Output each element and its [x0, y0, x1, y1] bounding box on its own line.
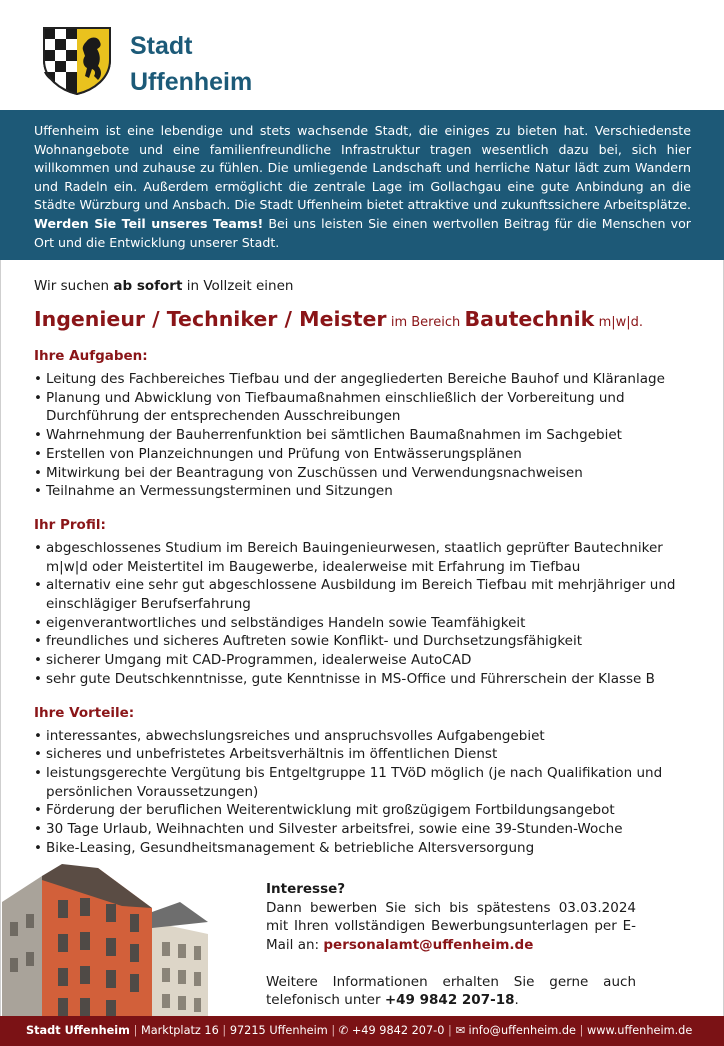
building-photo — [2, 862, 210, 1018]
lead-prefix: Wir suchen — [34, 278, 110, 294]
list-item: • 30 Tage Urlaub, Weihnachten und Silvester arbeitsfrei, sowie eine 39-Stunden-Woche — [34, 820, 694, 839]
list-item: • interessantes, abwechslungsreiches und anspruchsvolles Aufgabengebiet — [34, 727, 694, 746]
footer — [0, 1016, 724, 1046]
intro-text: Uffenheim ist eine lebendige und stets wachsende Stadt, die einiges zu bieten hat. Verschiedenste Wohnangebote und eine familienfreundliche Infrastruktur tragen wesentlich dazu bei, sich hier willkommen und zuhause zu fühlen. Die umliegende Landschaft und herrliche Natur lädt zum Wandern und Radeln ein. Außerdem ermöglicht die zentrale Lage im Gollachgau eine gute Anbindung an die Städte Würzburg und Ansbach. Die Stadt Uffenheim bietet attraktive und zukunftssichere Arbeitsplätze. — [34, 123, 691, 213]
list-item: • Wahrnehmung der Bauherrenfunktion bei sämtlichen Baumaßnahmen im Sachgebiet — [34, 426, 694, 445]
phone-icon: ✆ — [338, 1024, 349, 1037]
section-profil — [34, 515, 694, 689]
footer-phone[interactable]: +49 9842 207-0 — [351, 1024, 445, 1037]
info-text: Weitere Informationen erhalten Sie gerne auch telefonisch unter — [266, 973, 636, 1008]
phone-period: . — [514, 992, 519, 1008]
job-title-suffix: m|w|d. — [598, 315, 644, 330]
list-item: • Planung und Abwicklung von Tiefbaumaßnahmen einschließlich der Vorbereitung und Durchführung der entsprechenden Ausschreibungen — [34, 389, 694, 426]
list-item: • Erstellen von Planzeichnungen und Prüfung von Entwässerungsplänen — [34, 445, 694, 464]
city-name-line1: Stadt — [130, 32, 193, 60]
list-item: • sicherer Umgang mit CAD-Programmen, idealerweise AutoCAD — [34, 651, 694, 670]
list-item: • Leitung des Fachbereiches Tiefbau und der angegliederten Bereiche Bauhof und Kläranlage — [34, 370, 694, 389]
intro-bold: Werden Sie Teil unseres Teams! — [34, 215, 264, 231]
section-heading: Ihre Vorteile: — [34, 704, 135, 721]
envelope-icon: ✉ — [455, 1024, 465, 1037]
footer-address: Marktplatz 16 — [140, 1024, 219, 1037]
footer-divider: | — [448, 1024, 452, 1037]
job-title-mid: im Bereich — [390, 315, 461, 330]
list-item: • Teilnahme an Vermessungsterminen und Sitzungen — [34, 482, 694, 501]
apply-text: Dann bewerben Sie sich bis spätestens 03.03.2024 mit Ihren vollständigen Bewerbungsunterlagen per E-Mail an: — [266, 899, 636, 953]
job-title-main: Ingenieur / Techniker / Meister — [34, 307, 387, 331]
contact-heading: Interesse? — [266, 881, 346, 897]
lead-suffix: in Vollzeit einen — [186, 278, 294, 294]
contact-block — [266, 880, 636, 1010]
list-item: • Förderung der beruflichen Weiterentwicklung mit großzügigem Fortbildungsangebot — [34, 801, 694, 820]
list-item: • sehr gute Deutschkenntnisse, gute Kenntnisse in MS-Office und Führerschein der Klasse B — [34, 670, 694, 689]
footer-divider: | — [222, 1024, 227, 1037]
section-vorteile — [34, 703, 694, 858]
aufgaben-list — [34, 370, 694, 501]
list-item: • Bike-Leasing, Gesundheitsmanagement & betriebliche Altersversorgung — [34, 839, 694, 858]
city-name-line2: Uffenheim — [130, 68, 253, 96]
footer-divider: | — [133, 1024, 138, 1037]
footer-org: Stadt Uffenheim — [26, 1024, 130, 1037]
city-name — [130, 28, 252, 100]
vorteile-list — [34, 727, 694, 858]
footer-website[interactable]: www.uffenheim.de — [587, 1024, 693, 1037]
job-title — [34, 304, 694, 338]
list-item: • alternativ eine sehr gut abgeschlossene Ausbildung im Bereich Tiefbau mit mehrjähriger und einschlägiger Berufserfahrung — [34, 576, 694, 613]
footer-divider: | — [331, 1024, 336, 1037]
footer-zip-city: 97215 Uffenheim — [229, 1024, 328, 1037]
list-item: • eigenverantwortliches und selbständiges Handeln sowie Teamfähigkeit — [34, 614, 694, 633]
application-email-link[interactable]: personalamt@uffenheim.de — [323, 936, 534, 953]
footer-email[interactable]: info@uffenheim.de — [468, 1024, 577, 1037]
lead-bold: ab sofort — [113, 278, 183, 294]
header — [0, 0, 724, 110]
job-title-field: Bautechnik — [464, 307, 595, 331]
list-item: • Mitwirkung bei der Beantragung von Zuschüssen und Verwendungsnachweisen — [34, 464, 694, 483]
coat-of-arms-logo — [42, 26, 112, 96]
section-heading: Ihre Aufgaben: — [34, 348, 148, 364]
contact-phone[interactable]: +49 9842 207-18 — [384, 992, 515, 1008]
list-item: • sicheres und unbefristetes Arbeitsverhältnis im öffentlichen Dienst — [34, 745, 694, 764]
intro-text-end: Bei uns leisten Sie einen wertvollen Beitrag für die Menschen vor Ort und die Entwicklung unserer Stadt. — [34, 215, 691, 250]
section-heading: Ihr Profil: — [34, 516, 106, 533]
section-aufgaben — [34, 346, 694, 501]
main-content — [34, 276, 694, 857]
list-item: • abgeschlossenes Studium im Bereich Bauingenieurwesen, staatlich geprüfter Bautechniker m|w|d oder Meistertitel im Baugewerbe, idealerweise mit Erfahrung im Tiefbau — [34, 539, 694, 576]
list-item: • leistungsgerechte Vergütung bis Entgeltgruppe 11 TVöD möglich (je nach Qualifikation und persönlichen Voraussetzungen) — [34, 764, 694, 801]
profil-list — [34, 539, 694, 689]
intro-banner — [0, 110, 724, 260]
job-lead — [34, 276, 694, 296]
footer-divider: | — [579, 1024, 584, 1037]
list-item: • freundliches und sicheres Auftreten sowie Konflikt- und Durchsetzungsfähigkeit — [34, 632, 694, 651]
footer-line — [26, 1016, 692, 1046]
